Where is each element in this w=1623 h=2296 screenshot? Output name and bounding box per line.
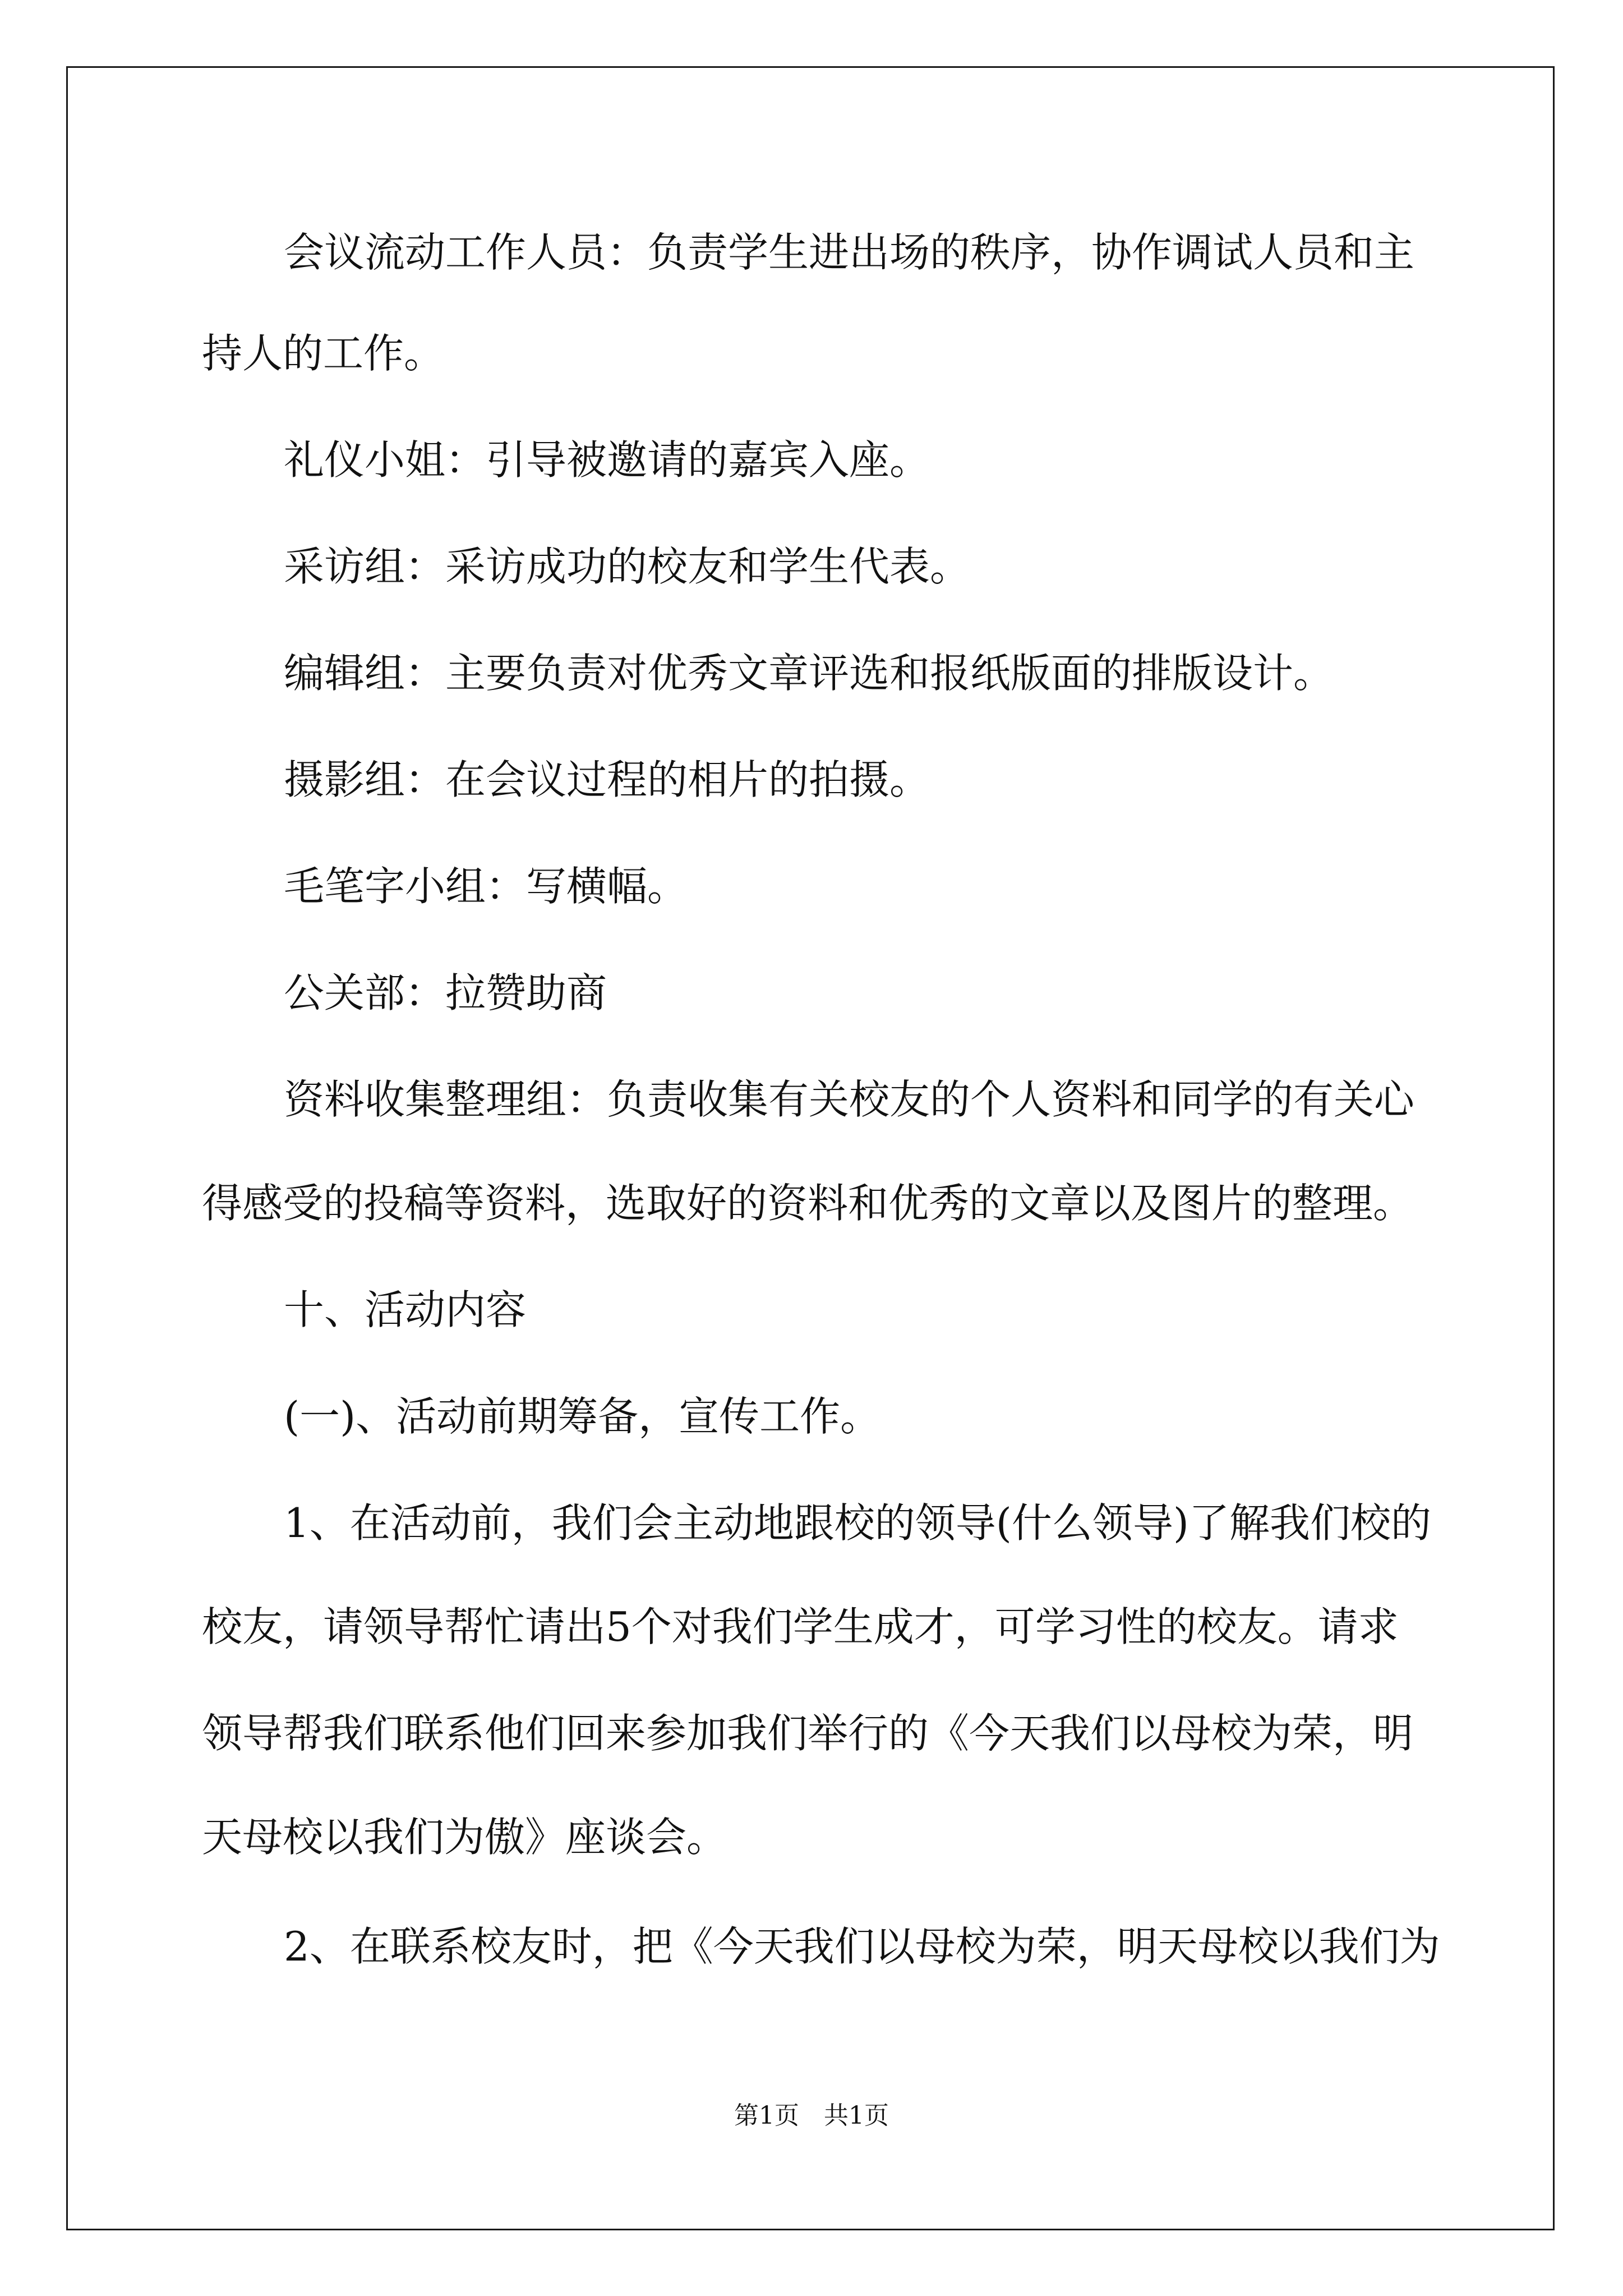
text-line: 持人的工作。 [202, 330, 445, 377]
text-line: 十、活动内容 [284, 1286, 527, 1333]
text-line: 1、在活动前，我们会主动地跟校的领导(什么领导)了解我们校的 [284, 1499, 1431, 1547]
text-line: 会议流动工作人员：负责学生进出场的秩序，协作调试人员和主 [284, 229, 1415, 276]
text-line: 领导帮我们联系他们回来参加我们举行的《今天我们以母校为荣，明 [202, 1710, 1414, 1757]
page-footer: 第1页 共1页 [734, 2101, 889, 2130]
text-line: 毛笔字小组：写横幅。 [284, 863, 688, 910]
text-line: 2、在联系校友时，把《今天我们以母校为荣，明天母校以我们为 [284, 1923, 1440, 1970]
text-line: (一)、活动前期筹备，宣传工作。 [284, 1393, 881, 1440]
text-line: 资料收集整理组：负责收集有关校友的个人资料和同学的有关心 [284, 1076, 1415, 1123]
text-line: 得感受的投稿等资料，选取好的资料和优秀的文章以及图片的整理。 [202, 1180, 1414, 1227]
page-border [66, 66, 1555, 2230]
text-line: 礼仪小姐：引导被邀请的嘉宾入座。 [284, 436, 930, 484]
text-line: 公关部：拉赞助商 [284, 969, 607, 1016]
text-line: 编辑组：主要负责对优秀文章评选和报纸版面的排版设计。 [284, 650, 1334, 697]
text-line: 采访组：采访成功的校友和学生代表。 [284, 543, 971, 590]
text-line: 校友，请领导帮忙请出5个对我们学生成才，可学习性的校友。请求 [202, 1603, 1399, 1650]
text-line: 天母校以我们为傲》座谈会。 [202, 1814, 727, 1861]
text-line: 摄影组：在会议过程的相片的拍摄。 [284, 756, 930, 803]
